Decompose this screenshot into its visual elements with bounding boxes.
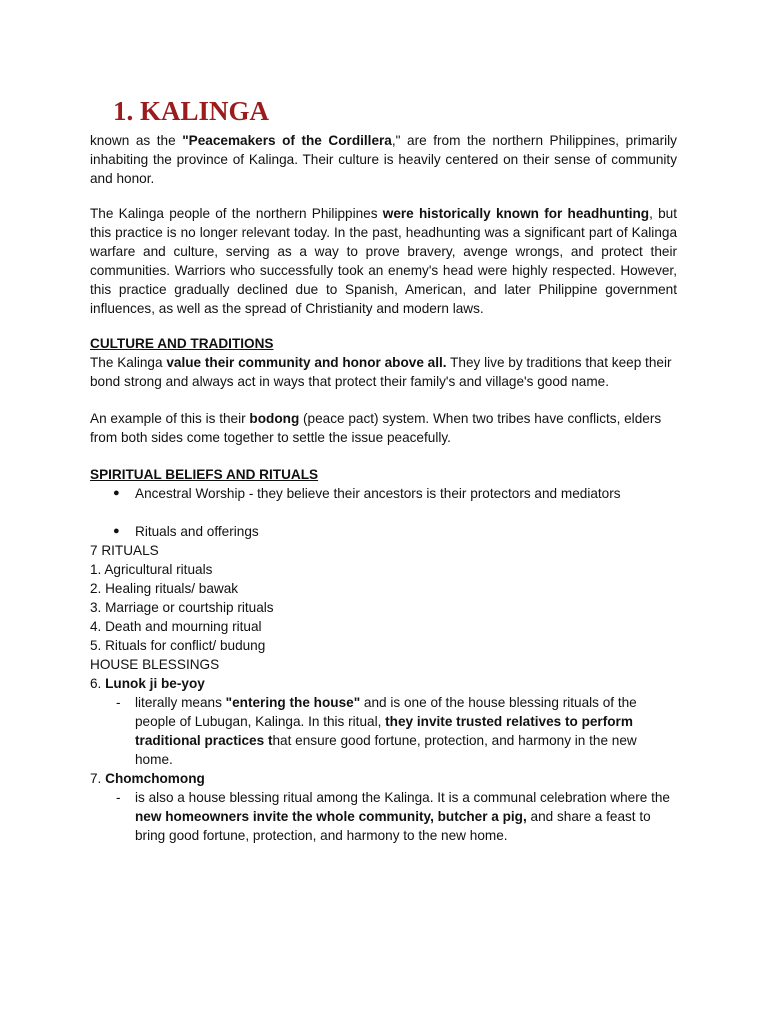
ritual-7-number: 7. — [90, 771, 106, 786]
culture-text-3: An example of this is their — [90, 411, 250, 426]
ritual-item: 2. Healing rituals/ bawak — [90, 581, 239, 596]
headhunting-paragraph — [90, 204, 677, 318]
dash-marker: - — [116, 695, 121, 710]
ritual-6-text-3: hat ensure good fortune, protection, and harmony in the new home. — [135, 733, 637, 767]
spiritual-bullet-list — [90, 484, 677, 541]
ritual-item-7-title — [90, 769, 677, 788]
bullet-icon: ● — [113, 525, 120, 537]
dash-marker: - — [116, 790, 121, 805]
ritual-item: 3. Marriage or courtship rituals — [90, 600, 274, 615]
culture-text-2: They live by traditions that keep their bond strong and always act in ways that protect their family's and village's good name. — [90, 355, 672, 389]
ritual-6-description — [90, 693, 677, 769]
intro-paragraph — [90, 131, 677, 188]
ritual-item: 5. Rituals for conflict/ budung — [90, 638, 266, 653]
culture-heading: CULTURE AND TRADITIONS — [90, 336, 274, 351]
intro-bold-1: "Peacemakers of the Cordillera — [182, 133, 392, 148]
ritual-6-name: Lunok ji be-yoy — [105, 676, 205, 691]
list-item — [90, 522, 677, 541]
culture-bold-2: bodong — [249, 411, 300, 426]
bullet-text: Rituals and offerings — [135, 524, 259, 539]
headhunting-bold-1: were historically known for headhunting — [382, 206, 650, 221]
ritual-6-bold-2: they invite trusted relatives to perform traditional practices t — [135, 714, 633, 748]
ritual-6-text-2: and is one of the house blessing rituals of the people of Lubugan, Kalinga. In this ritual, — [135, 695, 637, 729]
ritual-item: 4. Death and mourning ritual — [90, 619, 262, 634]
ritual-7-name: Chomchomong — [105, 771, 205, 786]
culture-paragraph-2 — [90, 409, 677, 447]
bullet-text: Ancestral Worship - they believe their ancestors is their protectors and mediators — [135, 486, 621, 501]
ritual-6-text-1: literally means — [135, 695, 226, 710]
intro-text-2: ," are from the northern Philippines, primarily inhabiting the province of Kalinga. Their culture is heavily centered on their sense of community and honor. — [90, 133, 677, 186]
headhunting-text-2: , but this practice is no longer relevant today. In the past, headhunting was a significant part of Kalinga warfare and culture, serving as a way to prove bravery, avenge wrongs, and protect their communities. Warriors who successfully took an enemy's head were highly respected. However, this practice gradually declined due to Spanish, American, and later Philippine government influences, as well as the spread of Christianity and modern laws. — [90, 206, 678, 316]
ritual-7-description — [90, 788, 677, 845]
rituals-heading: 7 RITUALS — [90, 543, 159, 558]
intro-text-1: known as the — [90, 133, 183, 148]
ritual-6-bold-1: "entering the house" — [225, 695, 361, 710]
house-blessings-heading: HOUSE BLESSINGS — [90, 657, 220, 672]
ritual-item: 1. Agricultural rituals — [90, 562, 213, 577]
headhunting-text-1: The Kalinga people of the northern Philippines — [90, 206, 383, 221]
ritual-7-bold-1: new homeowners invite the whole community, butcher a pig, — [135, 809, 527, 824]
ritual-7-text-1: is also a house blessing ritual among the Kalinga. It is a communal celebration where the — [135, 790, 670, 805]
list-item — [90, 484, 677, 503]
ritual-item-6-title — [90, 674, 677, 693]
page-title: 1. KALINGA — [113, 96, 270, 126]
document-body — [90, 131, 677, 845]
spiritual-heading: SPIRITUAL BELIEFS AND RITUALS — [90, 467, 319, 482]
culture-paragraph-1 — [90, 353, 677, 391]
culture-bold-1: value their community and honor above all. — [166, 355, 447, 370]
culture-text-1: The Kalinga — [90, 355, 167, 370]
bullet-icon: ● — [113, 487, 120, 499]
culture-text-4: (peace pact) system. When two tribes have conflicts, elders from both sides come together to settle the issue peacefully. — [90, 411, 662, 445]
ritual-7-text-2: and share a feast to bring good fortune, protection, and harmony to the new home. — [135, 809, 651, 843]
ritual-6-number: 6. — [90, 676, 106, 691]
